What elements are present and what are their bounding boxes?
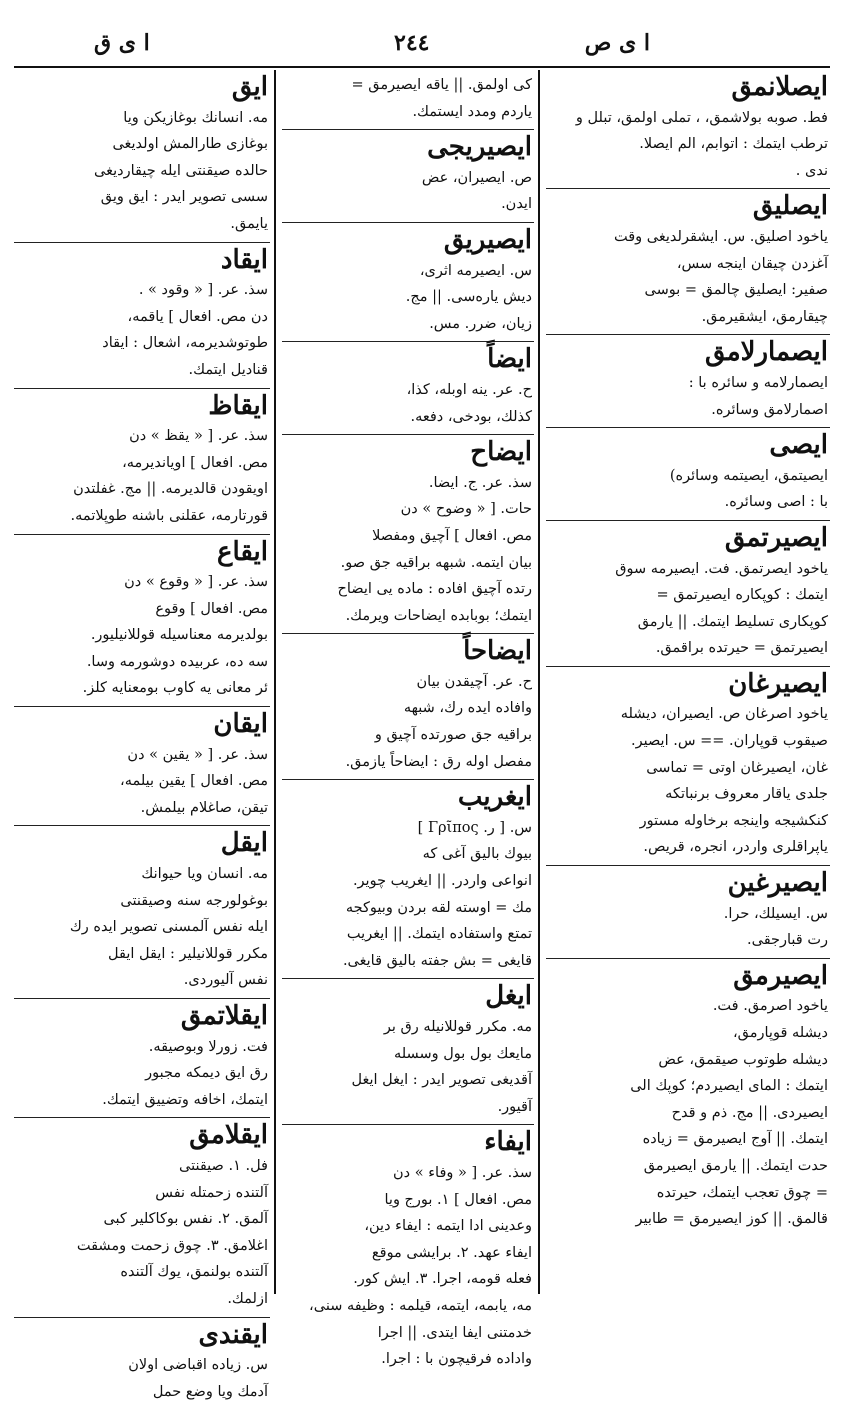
- dictionary-entry: [282, 130, 534, 223]
- dictionary-entry: [14, 1318, 270, 1409]
- entry-headword: ايغريب: [457, 782, 532, 813]
- dictionary-entry: [282, 342, 534, 435]
- entry-definition-line: ياخود ايصرتمق. فت. ايصيرمه سوق: [615, 560, 828, 577]
- column-right: [546, 70, 830, 1292]
- entry-headword: ايقاد: [220, 244, 268, 275]
- entry-definition-line: رتده آچيق افاده : ماده يى ايضاح: [337, 581, 532, 598]
- entry-headword: ايضاحاً: [463, 636, 532, 667]
- entry-definition-line: براقيه جق صورتده آچيق و: [374, 727, 532, 744]
- entry-definition-line: آغزدن چيقان اينجه سس،: [676, 255, 828, 272]
- dictionary-entry: [14, 1118, 270, 1317]
- dictionary-entry: [546, 70, 830, 189]
- entry-definition-line: مايعك بول بول وسسله: [393, 1045, 532, 1062]
- column-middle: [282, 70, 534, 1368]
- entry-definition-line: ح. عر. ينه اوبله، كذا،: [406, 381, 532, 398]
- entry-definition-line: فط. صوبه بولاشمق، ، تملى اولمق، تبلل و: [575, 109, 828, 126]
- entry-definition-line: ايصيتمق، ايصيتمه وسائره): [669, 467, 828, 484]
- entry-definition-line: مص. افعال ] يقين بيلمه،: [120, 773, 268, 790]
- entry-definition-line: آلمق. ٢. نفس بوكاكلير كبى: [103, 1211, 268, 1228]
- entry-headword: ايصيريجى: [427, 132, 532, 163]
- entry-definition-line: بوغازى طارالمش اولديغى: [112, 136, 268, 153]
- entry-definition-line: ياپراقلرى واردر، انجره، قريص.: [643, 839, 828, 856]
- entry-headword: ايقلامق: [189, 1120, 268, 1151]
- entry-definition-line: ياردم ومدد ايستمك.: [412, 103, 532, 120]
- entry-definition-line: كى اولمق. || ياقه ايصيرمق =: [351, 77, 532, 93]
- entry-definition-line: صيقوب قوپاران. == س. ايصير.: [631, 733, 828, 750]
- entry-headword: ايصلانمق: [731, 72, 828, 102]
- entry-definition-line: ياخود اصليق. س. ايشقرلديغى وقت: [614, 228, 828, 245]
- entry-definition-line: جلدى ياقار معروف برنباتكه: [665, 786, 828, 803]
- entry-definition-line: خدمتنى ايفا ايتدى. || اجرا: [377, 1324, 532, 1341]
- dictionary-entry: [282, 979, 534, 1125]
- dictionary-entry: [546, 335, 830, 428]
- dictionary-entry: [546, 521, 830, 667]
- entry-definition-line: = چوق تعجب ايتمك، حيرتده: [656, 1184, 828, 1201]
- entry-headword: ايقل: [220, 828, 268, 859]
- entry-definition-line: بيوك باليق آغى كه: [422, 846, 532, 863]
- entry-definition-line: ياخود اصرغان ص. ايصيران، ديشله: [620, 706, 828, 723]
- entry-headword: ايصيرغين: [727, 868, 828, 899]
- entry-definition-line: ايصيرتمق = حيرتده براقمق.: [655, 640, 828, 657]
- entry-definition-line: ايصمارلامه و سائره با :: [688, 374, 828, 391]
- dictionary-entry: [282, 223, 534, 342]
- entry-definition-line: مص. افعال ] ١. بورج ويا: [384, 1191, 532, 1208]
- entry-definition-line: مكرر قوللانيلير : ايقل ايقل: [108, 945, 268, 962]
- entry-definition-line: سسى تصوير ايدر : ايق ويق: [100, 189, 268, 206]
- entry-definition-line: فعله قومه، اجرا. ٣. ايش كور.: [353, 1271, 532, 1288]
- entry-definition-line: اغلامق. ٣. چوق زحمت ومشقت: [76, 1237, 268, 1254]
- entry-definition-line: ايتمك : كوپكاره ايصيرتمق =: [656, 587, 828, 604]
- entry-definition-line: وعدينى ادا ايتمه : ايفاء دين،: [364, 1218, 532, 1235]
- entry-headword: ايقندى: [198, 1319, 268, 1350]
- entry-definition-line: كذلك، بودخى، دفعه.: [410, 408, 532, 425]
- entry-definition-line: حات. [ « وضوح » دن: [400, 501, 532, 518]
- dictionary-entry: [546, 866, 830, 959]
- dictionary-entry: [546, 189, 830, 335]
- dictionary-entry: [282, 1125, 534, 1376]
- entry-definition-line: مفصل اوله رق : ايضاحاً يازمق.: [345, 753, 532, 770]
- entry-definition-line: حدت ايتمك. || يارمق ايصيرمق: [643, 1157, 828, 1174]
- entry-headword: ايصيرمق: [733, 960, 828, 991]
- entry-definition-line: اصمارلامق وسائره.: [711, 401, 828, 418]
- entry-definition-line: سذ. عر. [ « يقين » دن: [127, 746, 268, 763]
- entry-definition-line: ندى .: [795, 162, 828, 179]
- entry-definition-line: ح. عر. آچيقدن بيان: [416, 673, 532, 690]
- entry-definition-line: مص. افعال ] آچيق ومفصلا: [372, 527, 532, 544]
- dictionary-entry: [546, 428, 830, 521]
- entry-definition-line: ديش يارەسى. || مج.: [405, 289, 532, 306]
- entry-definition-line: قناديل ايتمك.: [188, 361, 268, 378]
- entry-definition-line: تمتع واستفاده ايتمك. || ايغريب: [346, 926, 532, 943]
- dictionary-entry: [546, 959, 830, 1237]
- entry-definition-line: مك = اوسته لقه بردن وبيوكجه: [345, 899, 532, 916]
- entry-headword: ايقاظ: [208, 390, 268, 421]
- entry-definition-line: آلتنده بولنمق، يوك آلتنده: [120, 1264, 268, 1281]
- dictionary-entry: [14, 535, 270, 708]
- entry-definition-line: ايفاء عهد. ٢. برايشى موقع: [371, 1244, 532, 1261]
- entry-definition-line: حالده صيقنتى ايله چيقارديغى: [94, 162, 268, 179]
- entry-definition-line: سذ. عر. [ « وقوع » دن: [124, 574, 268, 591]
- entry-headword: ايقان: [213, 709, 268, 740]
- header-left-guide: ا ى ق: [94, 30, 150, 56]
- entry-headword: ايصمارلامق: [705, 337, 828, 368]
- entry-definition-line: رق ايق ديمكه مجبور: [145, 1065, 268, 1082]
- dictionary-entry: [14, 999, 270, 1118]
- dictionary-entry: [546, 667, 830, 866]
- entry-definition-line: ايتمك؛ بوبابده ايضاحات ويرمك.: [345, 607, 532, 624]
- entry-definition-line: ايتمك. || آوج ايصيرمق = زياده: [642, 1131, 828, 1148]
- entry-definition-line: رت قبارجقى.: [747, 932, 828, 949]
- dictionary-entry: [282, 780, 534, 979]
- column-divider: [274, 70, 276, 1294]
- entry-definition-line: وافاده ايده رك، شبهه: [403, 700, 532, 717]
- entry-definition-line: مه، يابمه، ايتمه، قيلمه : وظيفه سنى،: [309, 1297, 532, 1314]
- column-left: [14, 70, 270, 1400]
- entry-headword: ايق: [231, 72, 268, 102]
- entry-definition-line: صفير: ايصليق چالمق = بوسى: [644, 282, 828, 299]
- dictionary-entry: [14, 389, 270, 535]
- entry-definition-line: ايله نفس آلمسنى تصوير ايده رك: [69, 919, 268, 936]
- entry-definition-line: كنكشيجه واينجه برخاوله مستور: [639, 812, 828, 829]
- entry-definition-line: ديشله قوپارمق،: [732, 1025, 828, 1041]
- entry-definition-line: بوغولورجه سنه وصيقنتى: [120, 892, 268, 909]
- entry-definition-line: آدمك ويا وضع حمل: [152, 1383, 268, 1400]
- entry-definition-line: ديشله طوتوب صيقمق، عض: [658, 1051, 828, 1068]
- entry-definition-line: ص. ايصيران، عض: [421, 169, 532, 186]
- entry-definition-line: چيقارمق، ايشقيرمق.: [701, 308, 828, 325]
- entry-definition-line: واداده فرقيچون با : اجرا.: [381, 1351, 532, 1368]
- entry-definition-line: ترطب ايتمك : اتوابم، الم ايصلا.: [639, 136, 828, 153]
- entry-definition-line: اويقودن قالديرمه. || مج. غفلتدن: [73, 481, 268, 498]
- dictionary-entry: [14, 707, 270, 826]
- entry-definition-line: مص. افعال ] وقوع: [155, 600, 268, 617]
- entry-definition-line: بيان ايتمه. شبهه براقيه جق صو.: [340, 554, 532, 571]
- dictionary-entry: [282, 634, 534, 780]
- page-header: [14, 26, 830, 68]
- entry-definition-line: قورتارمه، عقلنى باشنه طوپلاتمه.: [70, 507, 268, 524]
- entry-definition-line: تيقن، صاغلام بيلمش.: [140, 799, 268, 816]
- entry-definition-line: س. ايسيلك، حرا.: [723, 905, 828, 922]
- entry-definition-line: س. زياده اقباضى اولان: [128, 1357, 268, 1374]
- entry-definition-line: ازلمك.: [227, 1290, 268, 1307]
- dictionary-entry: [14, 243, 270, 389]
- entry-definition-line: بولديرمه معناسيله قوللانيليور.: [90, 627, 268, 644]
- header-right-guide: ا ى ص: [584, 30, 650, 56]
- column-divider: [538, 70, 540, 1294]
- dictionary-entry: [14, 826, 270, 999]
- entry-definition-line: نفس آليوردى.: [183, 972, 268, 989]
- entry-definition-line: زيان، ضرر. مس.: [429, 315, 532, 332]
- entry-definition-line: دن مص. افعال ] ياقمه،: [127, 308, 268, 325]
- entry-definition-line: س. [ ر. Γρῖπος ]: [417, 819, 532, 836]
- entry-definition-line: يايمق.: [230, 215, 268, 232]
- entry-headword: ايصيريق: [443, 224, 532, 255]
- entry-definition-line: طوتوشديرمه، اشعال : ايقاد: [102, 335, 268, 352]
- entry-definition-line: ياخود اصرمق. فت.: [712, 998, 828, 1015]
- entry-headword: ايصليق: [752, 191, 828, 222]
- entry-definition-line: مه. مكرر قوللانيله رق بر: [383, 1019, 532, 1035]
- entry-definition-line: قايغى = بش جفته باليق قايغى.: [342, 952, 532, 969]
- entry-definition-line: با : اصى وسائره.: [724, 494, 828, 511]
- entry-definition-line: ايصيردى. || مج. ذم و قدح: [671, 1104, 828, 1121]
- dictionary-entry: [282, 70, 534, 130]
- entry-headword: ايصيرتمق: [724, 522, 828, 553]
- entry-definition-line: مه. انسانك بوغازيكن ويا: [123, 109, 268, 126]
- entry-definition-line: آلتنده زحمتله نفس: [155, 1184, 268, 1201]
- entry-headword: ايغل: [485, 981, 532, 1012]
- dictionary-entry: [14, 70, 270, 243]
- entry-headword: ايصيرغان: [728, 668, 828, 699]
- entry-headword: ايقاع: [216, 536, 268, 567]
- entry-definition-line: سذ. عر. [ « وقود » .: [138, 282, 268, 299]
- entry-headword: ايضاً: [487, 344, 532, 375]
- entry-definition-line: آقديغى تصوير ايدر : ايغل ايغل: [351, 1072, 532, 1089]
- entry-headword: ايصى: [769, 430, 828, 461]
- entry-definition-line: قالمق. || كوز ايصيرمق = طابير: [635, 1211, 828, 1228]
- entry-definition-line: ايدن.: [501, 196, 532, 213]
- entry-definition-line: فت. زورلا وبوصيقه.: [148, 1038, 268, 1055]
- entry-definition-line: سذ. عر. ج. ايضا.: [428, 474, 532, 491]
- entry-definition-line: غان، ايصيرغان اوتى = تماسى: [646, 759, 828, 776]
- entry-definition-line: سه ده، عربيده دوشورمه وسا.: [86, 653, 268, 670]
- entry-definition-line: س. ايصيرمه اثرى،: [419, 262, 532, 279]
- entry-headword: ايقلاتمق: [180, 1001, 268, 1031]
- page-number: ٢٤٤: [394, 30, 430, 56]
- entry-definition-line: فل. ١. صيقنتى: [178, 1157, 268, 1174]
- entry-headword: ايفاء: [484, 1127, 532, 1158]
- entry-definition-line: ئر معانى يه كاوب بومعنايه كلز.: [82, 680, 268, 697]
- entry-definition-line: ايتمك : الماى ايصيردم؛ كوپك الى: [630, 1078, 828, 1095]
- dictionary-entry: [282, 435, 534, 634]
- entry-definition-line: ايتمك، اخافه وتضييق ايتمك.: [102, 1091, 268, 1108]
- entry-definition-line: سذ. عر. [ « يقظ » دن: [129, 428, 268, 445]
- entry-headword: ايضاح: [470, 437, 532, 468]
- entry-definition-line: كوپكارى تسليط ايتمك. || يارمق: [637, 613, 828, 630]
- entry-definition-line: انواعى واردر. || ايغريب چوير.: [352, 873, 532, 890]
- entry-definition-line: آقيور.: [497, 1098, 532, 1115]
- entry-definition-line: مه. انسان ويا حيوانك: [141, 866, 268, 883]
- entry-definition-line: سذ. عر. [ « وفاء » دن: [393, 1164, 532, 1181]
- entry-definition-line: مص. افعال ] اويانديرمه،: [122, 454, 268, 471]
